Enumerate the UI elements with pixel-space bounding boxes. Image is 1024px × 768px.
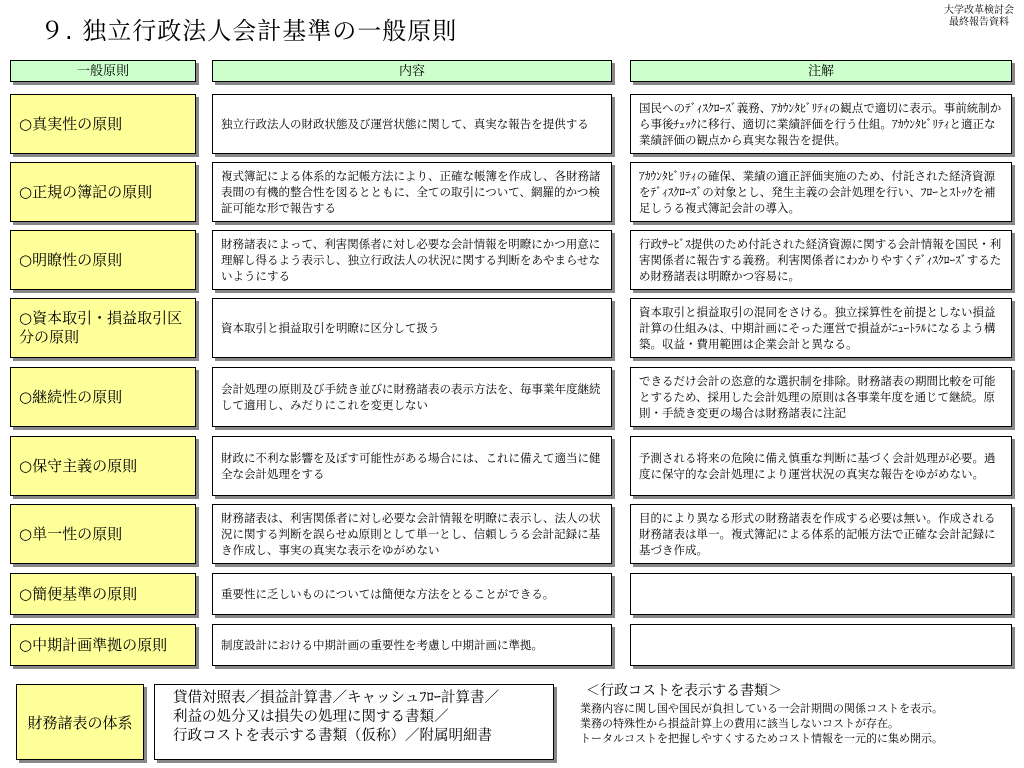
principle-content: 資本取引と損益取引を明瞭に区分して扱う xyxy=(212,298,612,358)
administrative-cost-line: 業務の特殊性から損益計算上の費用に該当しないコストが存在。 xyxy=(580,717,899,730)
principle-note: 行政ｻｰﾋﾞｽ提供のため付託された経済資源に関する会計情報を国民・利害関係者に報告する義務。利害関係者にわかりやすくﾃﾞｨｽｸﾛｰｽﾞするため財務諸表は明瞭かつ容易に。 xyxy=(630,230,1012,290)
principle-content: 財政に不利な影響を及ぼす可能性がある場合には、これに備えて適当に健全な会計処理をする xyxy=(212,436,612,496)
principle-content: 重要性に乏しいものについては簡便な方法をとることができる。 xyxy=(212,573,612,615)
corner-line-2: 最終報告資料 xyxy=(949,17,1009,28)
principle-name: ○正規の簿記の原則 xyxy=(10,162,196,222)
header-note: 注解 xyxy=(630,60,1012,82)
principle-content: 制度設計における中期計画の重要性を考慮し中期計画に準拠。 xyxy=(212,624,612,666)
administrative-cost-note xyxy=(580,682,1020,746)
page-title: ９. 独立行政法人会計基準の一般原則 xyxy=(40,17,458,45)
statements-line: 貸借対照表／損益計算書／キャッシュﾌﾛｰ計算書／ xyxy=(173,690,499,706)
corner-line-1: 大学改革検討会 xyxy=(944,5,1014,16)
principle-content: 複式簿記による体系的な記帳方法により、正確な帳簿を作成し、各財務諸表間の有機的整合性を図るとともに、全ての取引について、網羅的かつ検証可能な形で報告する xyxy=(212,162,612,222)
principle-content: 財務諸表によって、利害関係者に対し必要な会計情報を明瞭にかつ用意に理解し得るよう表示し、独立行政法人の状況に関する判断をあやまらせないようにする xyxy=(212,230,612,290)
principle-name: ○真実性の原則 xyxy=(10,94,196,154)
administrative-cost-line: トータルコストを把握しやすくするためコスト情報を一元的に集め開示。 xyxy=(580,732,943,745)
principle-note: 予測される将来の危険に備え慎重な判断に基づく会計処理が必要。過度に保守的な会計処理により運営状況の真実な報告をゆがめない。 xyxy=(630,436,1012,496)
principle-name: ○保守主義の原則 xyxy=(10,436,196,496)
principle-content: 財務諸表は、利害関係者に対し必要な会計情報を明瞭に表示し、法人の状況に関する判断を誤らせぬ原則として単一とし、信頼しうる会計記録に基き作成し、事実の真実な表示をゆがめない xyxy=(212,504,612,564)
principle-note: 目的により異なる形式の財務諸表を作成する必要は無い。作成される財務諸表は単一。複式簿記による体系的記帳方法で正確な会計記録に基づき作成。 xyxy=(630,504,1012,564)
principle-note: 国民へのﾃﾞｨｽｸﾛｰｽﾞ義務、ｱｶｳﾝﾀﾋﾞﾘﾃｨの観点で適切に表示。事前統制から事後ﾁｪｯｸに移行、適切に業績評価を行う仕組。ｱｶｳﾝﾀﾋﾞﾘﾃｨと適正な業績評価の観点から真実な報告を提供。 xyxy=(630,94,1012,154)
statements-line: 利益の処分又は損失の処理に関する書類／ xyxy=(173,709,449,725)
principle-content: 会計処理の原則及び手続き並びに財務諸表の表示方法を、毎事業年度継続して適用し、みだりにこれを変更しない xyxy=(212,367,612,427)
principle-note xyxy=(630,573,1012,615)
principle-name: ○中期計画準拠の原則 xyxy=(10,624,196,666)
principle-note: できるだけ会計の恣意的な選択制を排除。財務諸表の期間比較を可能とするため、採用した会計処理の原則は各事業年度を通じて継続。原則・手続き変更の場合は財務諸表に注記 xyxy=(630,367,1012,427)
principle-name: ○明瞭性の原則 xyxy=(10,230,196,290)
header-content: 内容 xyxy=(212,60,612,82)
principle-name: ○継続性の原則 xyxy=(10,367,196,427)
principle-note: ｱｶｳﾝﾀﾋﾞﾘﾃｨの確保、業績の適正評価実施のため、付託された経済資源をﾃﾞｨｽｸﾛｰｽﾞの対象とし、発生主義の会計処理を行い、ﾌﾛｰとｽﾄｯｸを補足しうる複式簿記会計の導入。 xyxy=(630,162,1012,222)
principle-note: 資本取引と損益取引の混同をさける。独立採算性を前提としない損益計算の仕組みは、中期計画にそった運営で損益がﾆｭｰﾄﾗﾙになるよう構築。収益・費用範囲は企業会計と異なる。 xyxy=(630,298,1012,358)
header-principle: 一般原則 xyxy=(10,60,196,82)
financial-statements-list xyxy=(154,684,554,760)
principle-content: 独立行政法人の財政状態及び運営状態に関して、真実な報告を提供する xyxy=(212,94,612,154)
principle-note xyxy=(630,624,1012,666)
principle-name: ○資本取引・損益取引区分の原則 xyxy=(10,298,196,358)
statements-line: 行政コストを表示する書類（仮称）／附属明細書 xyxy=(173,728,492,744)
document-source-label xyxy=(944,5,1014,29)
administrative-cost-title: ＜行政コストを表示する書類＞ xyxy=(586,683,782,699)
principle-name: ○単一性の原則 xyxy=(10,504,196,564)
administrative-cost-line: 業務内容に関し国や国民が負担している一会計期間の関係コストを表示。 xyxy=(580,702,943,715)
financial-statements-system-label: 財務諸表の体系 xyxy=(16,684,144,760)
principle-name: ○簡便基準の原則 xyxy=(10,573,196,615)
